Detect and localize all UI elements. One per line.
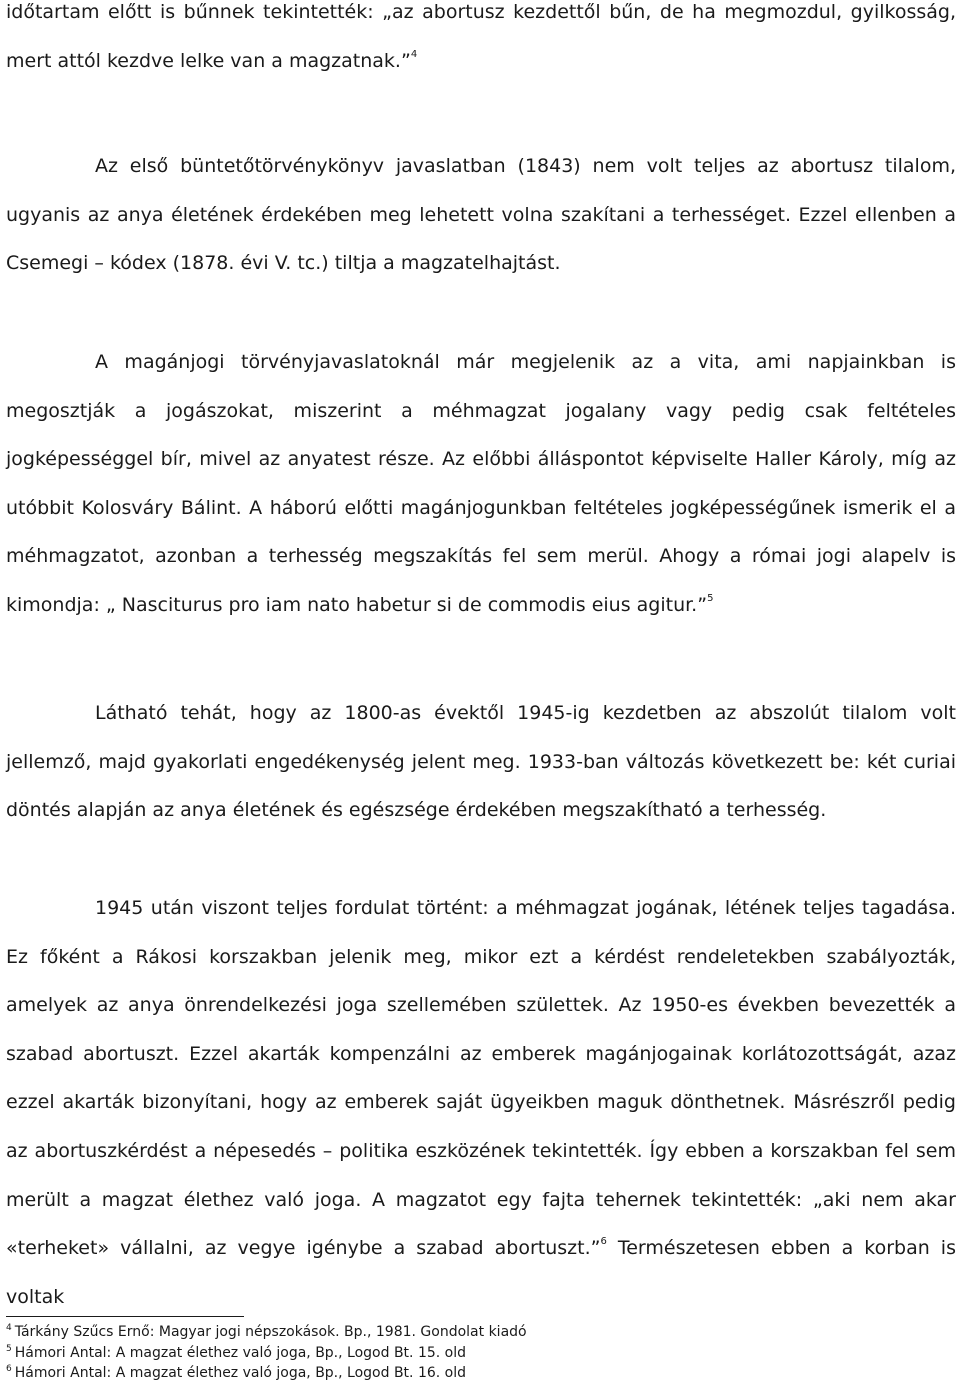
paragraph-2 (6, 142, 956, 288)
paragraph-text: Természetesen ebben a korban is voltak (6, 1237, 956, 1308)
paragraph-text: A magánjogi törvényjavaslatoknál már megjelenik az a vita, ami napjainkban is megosztják a jogászokat, miszerint a méhmagzat jogalany vagy pedig csak feltételes jogképességgel bír, mivel az anyatest része. Az előbbi álláspontot képviselte Haller Károly, míg az utóbbit Kolosváry Bálint. A háború előtti magánjogunkban feltételes jogképességűnek ismerik el a méhmagzatot, azonban a terhesség megszakítás fel sem merül. Ahogy a római jogi alapelv is kimondja: „ Nasciturus pro iam nato habetur si de commodis eius agitur.” (6, 351, 956, 616)
paragraph-text: időtartam előtt is bűnnek tekintették: „az abortusz kezdettől bűn, de ha megmozdul, gyilkosság, mert attól kezdve lelke van a magzatnak.” (6, 1, 956, 72)
paragraph-1 (6, 0, 956, 85)
footnote-5 (6, 1343, 956, 1364)
paragraph-text: 1945 után viszont teljes fordulat történt: a méhmagzat jogának, létének teljes tagadása. Ez főként a Rákosi korszakban jelenik meg, mikor ezt a kérdést rendeletekben szabályozták, amelyek az anya önrendelkezési joga szellemében születtek. Az 1950-es években bevezették a szabad abortuszt. Ezzel akarták kompenzálni az emberek magánjogainak korlátozottságát, azaz ezzel akarták bizonyítani, hogy az emberek saját ügyeikben maguk dönthetnek. Másrészről pedig az abortuszkérdést a népesedés – politika eszközének tekintették. Így ebben a korszakban fel sem merült a magzat élethez való joga. A magzatot egy fajta tehernek tekintették: „aki nem akar «terheket» vállalni, az vegye igénybe a szabad abortuszt.” (6, 897, 956, 1260)
footnote-reference[interactable]: 6 (600, 1236, 607, 1248)
paragraph-4 (6, 689, 956, 835)
footnote-mark: 5 (6, 1343, 12, 1354)
paragraph-text: Az első büntetőtörvénykönyv javaslatban (1843) nem volt teljes az abortusz tilalom, ugyanis az anya életének érdekében meg lehetett volna szakítani a terhességet. Ezzel ellenben a Csemegi – kódex (1878. évi V. tc.) tiltja a magzatelhajtást. (6, 155, 956, 275)
footnote-mark: 4 (6, 1323, 12, 1333)
footnote-mark: 6 (6, 1364, 12, 1374)
footnote-4 (6, 1322, 956, 1343)
paragraph-text: Látható tehát, hogy az 1800-as évektől 1945-ig kezdetben az abszolút tilalom volt jellemző, majd gyakorlati engedékenység jelent meg. 1933-ban változás következett be: két curiai döntés alapján az anya életének és egészsége érdekében megszakítható a terhesség. (6, 702, 956, 822)
footnote-text: Tárkány Szűcs Ernő: Magyar jogi népszokások. Bp., 1981. Gondolat kiadó (14, 1324, 527, 1340)
footnotes (6, 1322, 956, 1384)
paragraph-3 (6, 338, 956, 630)
footnote-text: Hámori Antal: A magzat élethez való joga, Bp., Logod Bt. 15. old (14, 1344, 466, 1361)
footnote-6 (6, 1363, 956, 1384)
footnote-text: Hámori Antal: A magzat élethez való joga, Bp., Logod Bt. 16. old (14, 1365, 466, 1381)
paragraph-5 (6, 884, 956, 1321)
footnote-separator (6, 1316, 244, 1317)
footnote-reference[interactable]: 5 (707, 592, 714, 604)
footnote-reference[interactable]: 4 (410, 48, 418, 60)
